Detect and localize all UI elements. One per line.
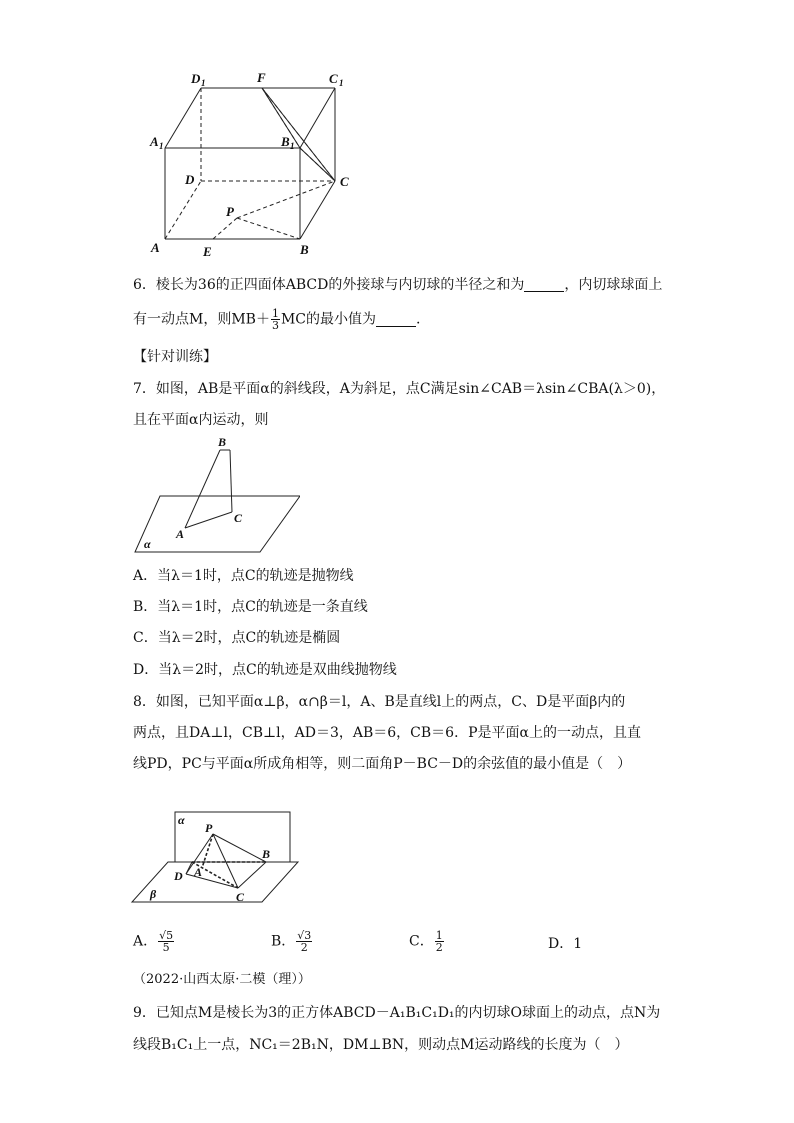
- label-D1: D: [191, 71, 201, 86]
- plane-diagram: [130, 434, 300, 558]
- q8-option-c[interactable]: [409, 930, 445, 953]
- label-C1-sub: 1: [339, 78, 344, 88]
- q8-label-P: P: [205, 821, 213, 835]
- q8-line2: 两点，且DA⊥l，CB⊥l，AD＝3，AB＝6，CB＝6．P是平面α上的一动点，且直: [133, 725, 641, 741]
- q8-label-beta: β: [150, 887, 157, 901]
- q9-line1: 9．已知点M是棱长为3的正方体ABCD－A₁B₁C₁D₁的内切球O球面上的动点，点N为: [133, 1005, 661, 1021]
- q6-text1-end: ，内切球球面上: [564, 277, 663, 293]
- q6-text2a: 有一动点M，则MB＋: [133, 311, 270, 328]
- label-B: B: [300, 242, 309, 257]
- q8-option-c-frac: [435, 930, 444, 953]
- label-F: F: [257, 70, 266, 85]
- q6-frac-num: 1: [271, 307, 279, 320]
- q6-text2-end: .: [416, 311, 421, 328]
- q8-option-a[interactable]: [133, 930, 175, 953]
- q6-line2: [133, 308, 420, 331]
- label-P: P: [226, 204, 234, 219]
- q8-line1: 8．如图，已知平面α⊥β，α∩β＝l，A、B是直线l上的两点，C、D是平面β内的: [133, 694, 626, 710]
- q8-option-c-label: C．: [409, 933, 434, 950]
- label-A: A: [151, 240, 160, 255]
- q8-option-a-den: 5: [162, 941, 170, 954]
- q8-option-b[interactable]: [271, 930, 313, 953]
- q7-label-alpha: α: [144, 537, 151, 551]
- q7-option-b[interactable]: B．当λ＝1时，点C的轨迹是一条直线: [133, 599, 368, 615]
- q7-line1: 7．如图，AB是平面α的斜线段，A为斜足，点C满足sin∠CAB＝λsin∠CBA(λ＞0)，: [133, 381, 666, 397]
- label-E: E: [203, 244, 212, 259]
- q7-option-a[interactable]: A．当λ＝1时，点C的轨迹是抛物线: [133, 568, 354, 584]
- q6-text1: 6．棱长为36的正四面体ABCD的外接球与内切球的半径之和为: [133, 277, 525, 293]
- q6-text2b: MC的最小值为: [280, 311, 377, 328]
- label-A1: A: [150, 134, 159, 149]
- q9-source: （2022·山西太原·二模（理））: [133, 972, 311, 987]
- q8-option-b-label: B．: [271, 933, 296, 950]
- q6-line1: [133, 275, 662, 295]
- label-C: C: [340, 174, 349, 189]
- q8-option-a-label: A．: [133, 933, 158, 950]
- dihedral-diagram: [130, 808, 300, 908]
- q8-option-a-num: √5: [159, 929, 174, 942]
- q8-label-alpha: α: [178, 813, 185, 827]
- q7-option-c[interactable]: C．当λ＝2时，点C的轨迹是椭圆: [133, 630, 341, 646]
- q8-option-c-num: 1: [435, 929, 443, 942]
- q6-frac-den: 3: [271, 319, 279, 332]
- q8-label-C: C: [236, 890, 245, 904]
- figure-dihedral: [130, 808, 300, 908]
- q8-option-b-frac: [296, 930, 312, 953]
- label-D: D: [185, 172, 195, 187]
- q7-label-C: C: [234, 511, 243, 525]
- section-heading: 【针对训练】: [133, 349, 217, 365]
- cube-diagram: [145, 68, 365, 260]
- q8-label-D: D: [174, 869, 183, 883]
- q7-option-d[interactable]: D．当λ＝2时，点C的轨迹是双曲线抛物线: [133, 662, 397, 678]
- q8-label-A: A: [194, 865, 203, 879]
- q9-line2: 线段B₁C₁上一点，NC₁＝2B₁N，DM⊥BN，则动点M运动路线的长度为（ ）: [133, 1037, 629, 1053]
- q7-line2: 且在平面α内运动，则: [133, 412, 269, 428]
- q8-option-b-num: √3: [297, 929, 312, 942]
- q7-label-A: A: [176, 527, 185, 541]
- label-B1: B: [281, 134, 290, 149]
- q6-blank1: [524, 277, 564, 292]
- q8-label-B: B: [262, 847, 271, 861]
- q6-blank2: [376, 312, 416, 327]
- q8-option-a-frac: [158, 930, 174, 953]
- q7-label-B: B: [218, 435, 227, 449]
- label-B1-sub: 1: [290, 141, 295, 151]
- q8-line3: 线PD，PC与平面α所成角相等，则二面角P－BC－D的余弦值的最小值是（ ）: [133, 756, 632, 772]
- q6-fraction: [271, 308, 280, 331]
- label-D1-sub: 1: [201, 78, 206, 88]
- label-C1: C: [329, 71, 338, 86]
- q8-option-c-den: 2: [435, 941, 443, 954]
- q8-option-b-den: 2: [300, 941, 308, 954]
- label-A1-sub: 1: [159, 141, 164, 151]
- figure-plane-alpha: [130, 434, 300, 558]
- q8-option-d[interactable]: D．1: [548, 936, 583, 952]
- figure-cube: [145, 68, 365, 260]
